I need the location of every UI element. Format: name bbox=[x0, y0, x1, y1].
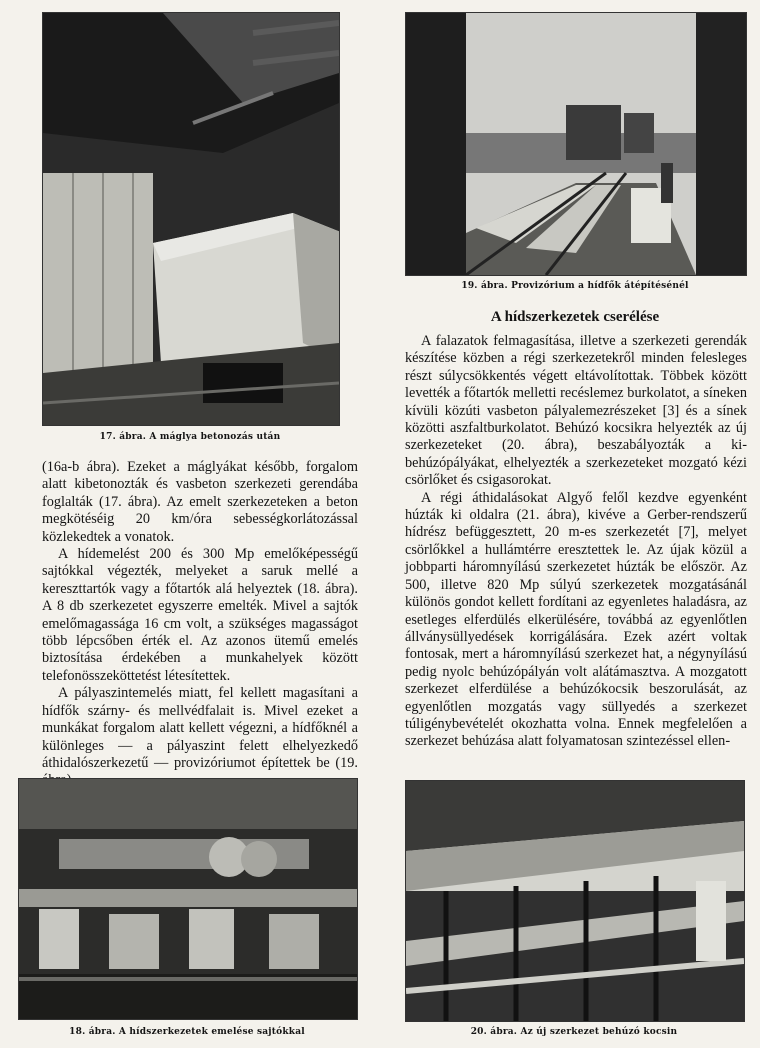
figure-20-caption: 20. ábra. Az új szerkezet behúzó kocsin bbox=[470, 1027, 678, 1037]
right-text-column bbox=[405, 333, 747, 751]
figure-17-photo bbox=[42, 12, 340, 426]
section-heading: A hídszerkezetek cserélése bbox=[490, 309, 660, 325]
figure-19-photo bbox=[405, 12, 747, 276]
left-paragraph-3: A pályaszintemelés miatt, fel kellett magasítani a hídfők szárny- és mellvédfalait is. Mivel ezeket a munkákat forgalom alatt kellett végezni, a hídfőknél a különleges — a pályaszint felett elhelyezkedő áthidalószerkezetű — provizóriumot építettek be (19. bbox=[42, 685, 358, 771]
figure-18-caption: 18. ábra. A hídszerkezetek emelése sajtókkal bbox=[69, 1027, 305, 1037]
figure-20-photo bbox=[405, 780, 745, 1022]
right-paragraph-1: A falazatok felmagasítása, illetve a szerkezeti gerendák készítése közben a régi szerkezetekről minden felesleges részt súlycsökkentés végett eltávolítottak. Többek között levették a főtartók melletti recéslemez burkolatot, a síneken kívüli közúti vasbeton pályalemezrészeket [3] és a sínek közötti aszfaltburkolatot. Behúzó kocsikra helyezték az új szerkezeteket (20. ábra), beszabályozták a ki-behúzópályákat, elhelyezték a szerkezeteket mozgató kézi csörlőket és csigasorokat. bbox=[405, 333, 747, 489]
right-paragraph-2: A régi áthidalásokat Algyő felől kezdve egyenként húzták ki oldalra (21. ábra), kivéve a Gerber-rendszerű hídrész befüggesztett, 20 m-es szerkezetét [7], melyet csörlőkkel a hullámtérre eresztettek le. Az újak közül a jobbparti háromnyílású szerkezetet húzták be először. Az 500, illetve 820 Mp súlyú szerkezetek mozgatásánál különös gondot kellett fordítani az egyenletes haladásra, az esetleges elferdülés elkerülésére, továbbá az egyenlőtlen állványsüllyedések korrigálására. Ezek azért voltak fontosak, mert a háromnyílású szerkezet hat, a négynyílású pedig nyolc behúzópályán volt alátámasztva. A mozgatott szerkezet elferdülése a behúzókocsik beszorulását, az egyenlőtlen mozgatás vagy süllyedés a szerkezet túligénybevételét okozhatta volna. Ennek megfelelően a szerkezet behúzása alatt folyamatosan szintezéssel ellen- bbox=[405, 489, 747, 750]
left-paragraph-1: (16a-b ábra). Ezeket a máglyákat később, forgalom alatt kibetonozták és vasbeton szerkezeti gerendába foglalták (17. ábra). Az emelt szerkezeteken a beton megkötéséig 20 km/óra sebességkorlátozással közlekedtek a vonatok. bbox=[42, 459, 358, 545]
left-paragraph-2: A hídemelést 200 és 300 Mp emelőképességű sajtókkal végezték, melyeket a saruk mellé a kereszttartók vagy a főtartók alá helyeztek (18. ábra). A 8 db szerkezetet egyszerre emelték. Mivel a sajtók emelőmagassága 16 cm volt, a szükséges magasságot több lépcsőben érték el. Az azonos ütemű emelés biztosítása érdekében a munkahelyek között telefonösszeköttetést létesítettek. bbox=[42, 546, 358, 684]
left-text-column bbox=[42, 459, 358, 790]
figure-18-photo bbox=[18, 778, 358, 1020]
figure-17-caption: 17. ábra. A máglya betonozás után bbox=[99, 432, 281, 442]
figure-19-caption: 19. ábra. Provizórium a hídfők átépítésénél bbox=[461, 281, 689, 291]
